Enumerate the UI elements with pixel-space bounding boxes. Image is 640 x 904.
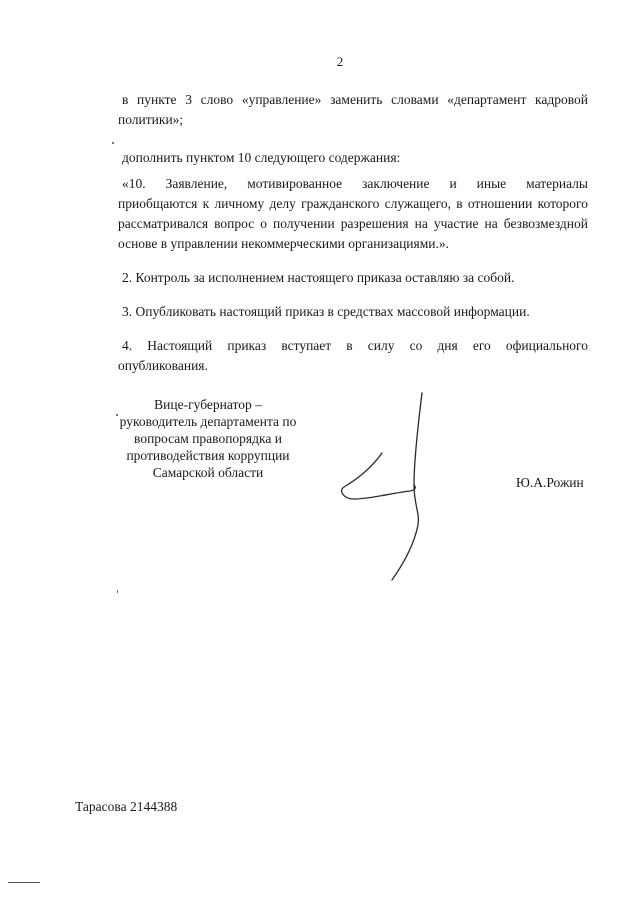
paragraph-item-10-content bbox=[118, 174, 588, 254]
paragraph-point-3 bbox=[118, 302, 588, 322]
scan-speck bbox=[117, 590, 118, 593]
text-line: 3. Опубликовать настоящий приказ в средствах массовой информации. bbox=[122, 304, 530, 319]
text-line: основе в управлении некоммерческими организациями.». bbox=[118, 236, 449, 251]
text-line: рассматривался вопрос о получении разрешения на участие на безвозмездной bbox=[118, 216, 588, 231]
signer-title-line: вопросам правопорядка и bbox=[134, 431, 282, 446]
executor-contact: Тарасова 2144388 bbox=[75, 799, 178, 814]
text-line: приобщаются к личному делу гражданского служащего, в отношении которого bbox=[118, 196, 588, 211]
paragraph-item-3-replacement bbox=[118, 90, 588, 130]
signer-title bbox=[110, 396, 306, 481]
text-line: 4. Настоящий приказ вступает в силу со дня его официального bbox=[122, 338, 588, 353]
signer-title-line: руководитель департамента по bbox=[119, 414, 297, 429]
scan-speck bbox=[116, 414, 118, 416]
text-line: в пункте 3 слово «управление» заменить словами «департамент кадровой bbox=[122, 92, 588, 107]
scan-margin-mark bbox=[8, 882, 40, 883]
signer-title-line: Вице-губернатор – bbox=[154, 397, 262, 412]
text-line: «10. Заявление, мотивированное заключение и иные материалы bbox=[122, 176, 588, 191]
paragraph-point-2 bbox=[118, 268, 588, 288]
document-body bbox=[118, 90, 588, 376]
text-line: опубликования. bbox=[118, 358, 208, 373]
handwritten-signature-icon bbox=[330, 385, 440, 590]
text-line: дополнить пунктом 10 следующего содержания: bbox=[122, 150, 401, 165]
paragraph-add-item-10 bbox=[118, 148, 588, 168]
signer-title-line: противодействия коррупции bbox=[126, 448, 290, 463]
text-line: 2. Контроль за исполнением настоящего приказа оставляю за собой. bbox=[122, 270, 515, 285]
text-line: политики»; bbox=[118, 112, 184, 127]
signer-title-line: Самарской области bbox=[152, 465, 264, 480]
signer-name: Ю.А.Рожин bbox=[516, 475, 584, 490]
scan-speck bbox=[112, 142, 114, 144]
page-number: 2 bbox=[336, 54, 344, 69]
paragraph-point-4 bbox=[118, 336, 588, 376]
